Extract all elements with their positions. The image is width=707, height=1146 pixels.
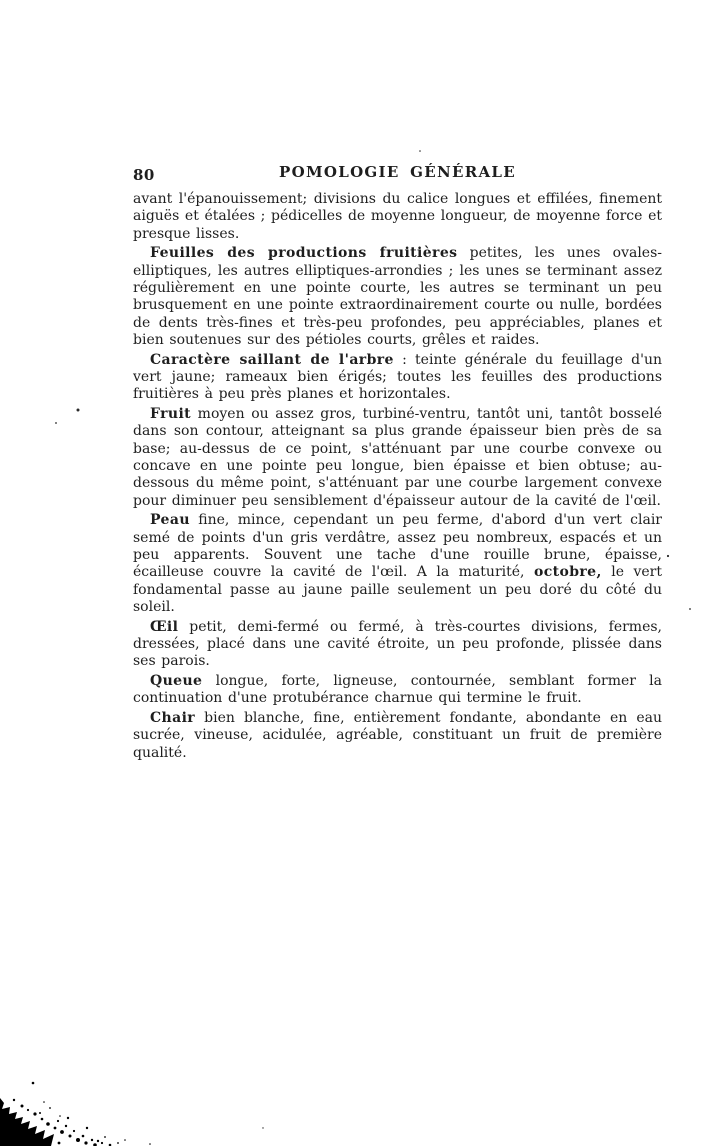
paragraph-lead: Feuilles des productions fruitières <box>150 245 458 262</box>
paragraph-text: : teinte générale du feuillage d'un vert jaune; rameaux bien érigés; toutes les feuilles des productions fruitières à peu près planes et horizontales. <box>133 351 662 403</box>
paragraph-text: bien blanche, fine, entièrement fondante, abondante en eau sucrée, vineuse, acidulée, agréable, constituant un fruit de première qualité. <box>133 710 662 761</box>
paragraph-caractere <box>133 352 662 404</box>
paragraph-fruit <box>133 406 662 510</box>
page-header <box>133 163 662 185</box>
paragraph-text: petites, les unes ovales-elliptiques, les autres elliptiques-arrondies ; les unes se terminant assez régulièrement en une pointe courte, les autres se terminant un peu brusquement en une pointe extraordinairement courte ou nulle, bordées de dents très-fines et très-peu profondes, peu appréciables, planes et bien soutenues sur des pétioles courts, grêles et raides. <box>133 245 662 348</box>
text-block <box>133 191 662 765</box>
paragraph-text: moyen ou assez gros, turbiné-ventru, tantôt uni, tantôt bosselé dans son contour, atteignant sa plus grande épaisseur bien près de sa base; au-dessus de ce point, s'atténuant par une courbe convexe ou concave en une pointe peu longue, bien épaisse et bien obtuse; au-dessous du même point, s'atténuant par une courbe largement convexe pour diminuer peu sensiblement d'épaisseur autour de la cavité de l'œil. <box>133 406 662 509</box>
ink-stain <box>0 1082 151 1146</box>
paragraph-chair <box>133 710 662 762</box>
paragraph-text: petit, demi-fermé ou fermé, à très-courtes divisions, fermes, dressées, placé dans une cavité étroite, un peu profonde, plissée dans ses parois. <box>133 618 662 670</box>
paragraph-peau <box>133 512 662 616</box>
paragraph-oeil <box>133 619 662 671</box>
paragraph-text: le vert fondamental passe au jaune paille seulement un peu doré du côté du soleil. <box>133 564 662 615</box>
paragraph-text: avant l'épanouissement; divisions du calice longues et effilées, finement aiguës et étalées ; pédicelles de moyenne longueur, de moyenne force et presque lisses. <box>133 191 662 242</box>
paragraph-lead: Queue <box>150 673 203 690</box>
paragraph-text: longue, forte, ligneuse, contournée, semblant former la continuation d'une protubérance charnue qui termine le fruit. <box>133 673 662 707</box>
paragraph-queue <box>133 673 662 708</box>
paragraph-lead: Œil <box>150 618 179 635</box>
paragraph-feuilles <box>133 245 662 349</box>
page-number: 80 <box>133 166 155 184</box>
bold-term-octobre: octobre, <box>533 564 602 581</box>
paragraph-intro <box>133 191 662 243</box>
paragraph-text: fine, mince, cependant un peu ferme, d'abord d'un vert clair semé de points d'un gris verdâtre, assez peu nombreux, espacés et un peu apparents. Souvent une tache d'une rouille brune, épaisse, écailleuse couvre la cavité de l'œil. A la maturité, <box>133 512 662 581</box>
paragraph-lead: Caractère saillant de l'arbre <box>150 351 394 368</box>
paragraph-lead: Fruit <box>150 406 192 423</box>
running-title: POMOLOGIE GÉNÉRALE <box>279 163 516 181</box>
paragraph-lead: Chair <box>150 710 196 727</box>
paragraph-lead: Peau <box>150 512 190 529</box>
